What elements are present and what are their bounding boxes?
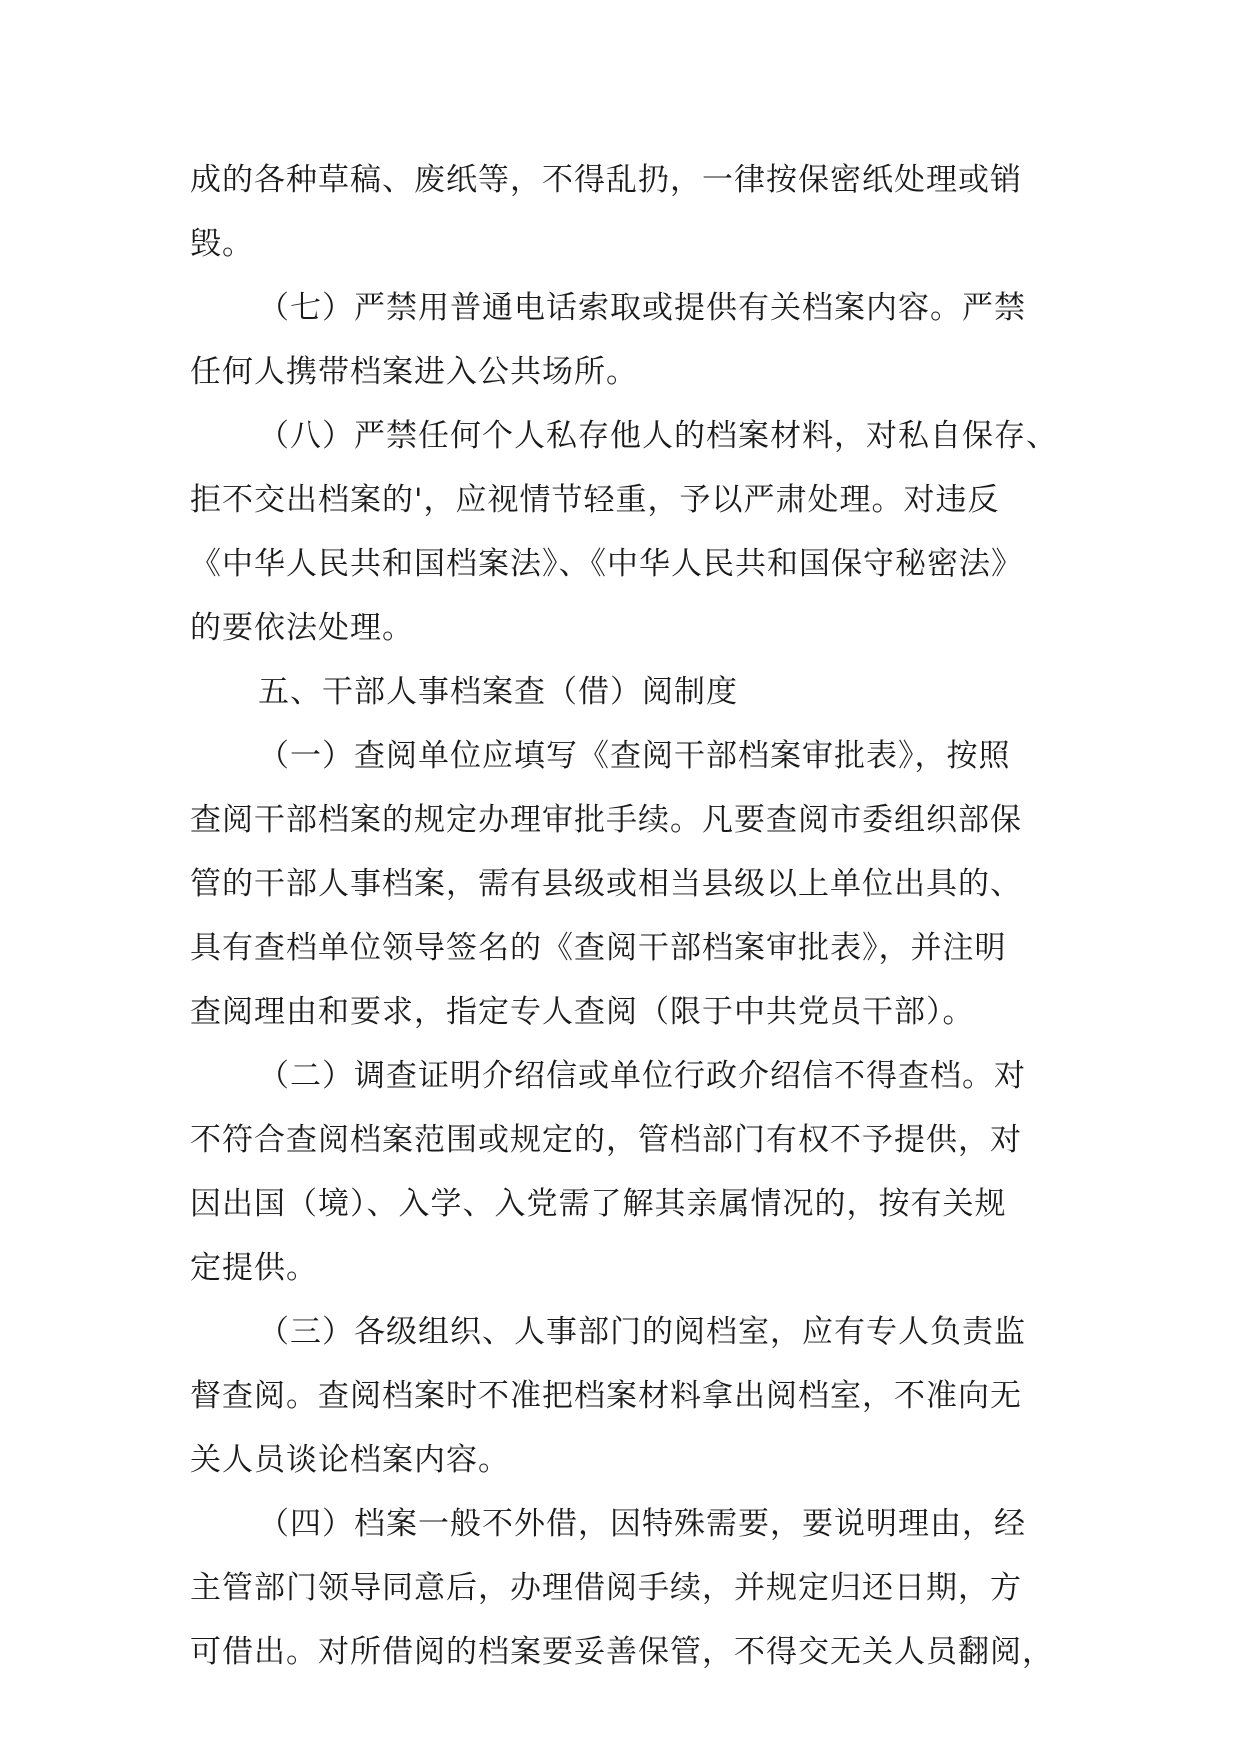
text-line: 管的干部人事档案，需有县级或相当县级以上单位出具的、 [190, 866, 1022, 902]
text-line: 因出国（境）、入学、入党需了解其亲属情况的，按有关规 [190, 1186, 1007, 1222]
text-line: 成的各种草稿、废纸等，不得乱扔，一律按保密纸处理或销 [190, 162, 1022, 198]
paragraph-item-7 [190, 276, 1070, 404]
text-line: 不符合查阅档案范围或规定的，管档部门有权不予提供，对 [190, 1122, 1022, 1158]
paragraph-item-4 [190, 1492, 1070, 1684]
paragraph-item-3 [190, 1300, 1070, 1492]
text-line: 五、干部人事档案查（借）阅制度 [258, 674, 738, 710]
text-line: 毁。 [190, 226, 254, 262]
text-line: （一）查阅单位应填写《查阅干部档案审批表》，按照 [258, 738, 1011, 774]
text-line: （八）严禁任何个人私存他人的档案材料，对私自保存、 [258, 418, 1058, 454]
paragraph-section-5 [190, 660, 1070, 724]
text-line: 关人员谈论档案内容。 [190, 1442, 510, 1478]
text-line: 具有查档单位领导签名的《查阅干部档案审批表》，并注明 [190, 930, 1007, 966]
text-line: 查阅理由和要求，指定专人查阅（限于中共党员干部）。 [190, 994, 975, 1030]
text-line: 任何人携带档案进入公共场所。 [190, 354, 638, 390]
text-line: 定提供。 [190, 1250, 318, 1286]
paragraph-item-8 [190, 404, 1070, 660]
paragraph-item-1 [190, 724, 1070, 1044]
paragraph-continued [190, 148, 1070, 276]
text-line: （三）各级组织、人事部门的阅档室，应有专人负责监 [258, 1314, 1026, 1350]
text-line: 的要依法处理。 [190, 610, 414, 646]
text-line: 查阅干部档案的规定办理审批手续。凡要查阅市委组织部保 [190, 802, 1022, 838]
text-line: （七）严禁用普通电话索取或提供有关档案内容。严禁 [258, 290, 1026, 326]
paragraph-item-2 [190, 1044, 1070, 1300]
text-line: 主管部门领导同意后，办理借阅手续，并规定归还日期，方 [190, 1570, 1022, 1606]
text-line: 《中华人民共和国档案法》、《中华人民共和国保守秘密法》 [190, 546, 1023, 582]
text-line: 可借出。对所借阅的档案要妥善保管，不得交无关人员翻阅， [190, 1634, 1054, 1670]
text-line: 督查阅。查阅档案时不准把档案材料拿出阅档室，不准向无 [190, 1378, 1022, 1414]
text-line: （二）调查证明介绍信或单位行政介绍信不得查档。对 [258, 1058, 1026, 1094]
text-line: 拒不交出档案的'，应视情节轻重，予以严肃处理。对违反 [190, 482, 1000, 518]
text-line: （四）档案一般不外借，因特殊需要，要说明理由，经 [258, 1506, 1026, 1542]
document-body [190, 148, 1070, 1684]
